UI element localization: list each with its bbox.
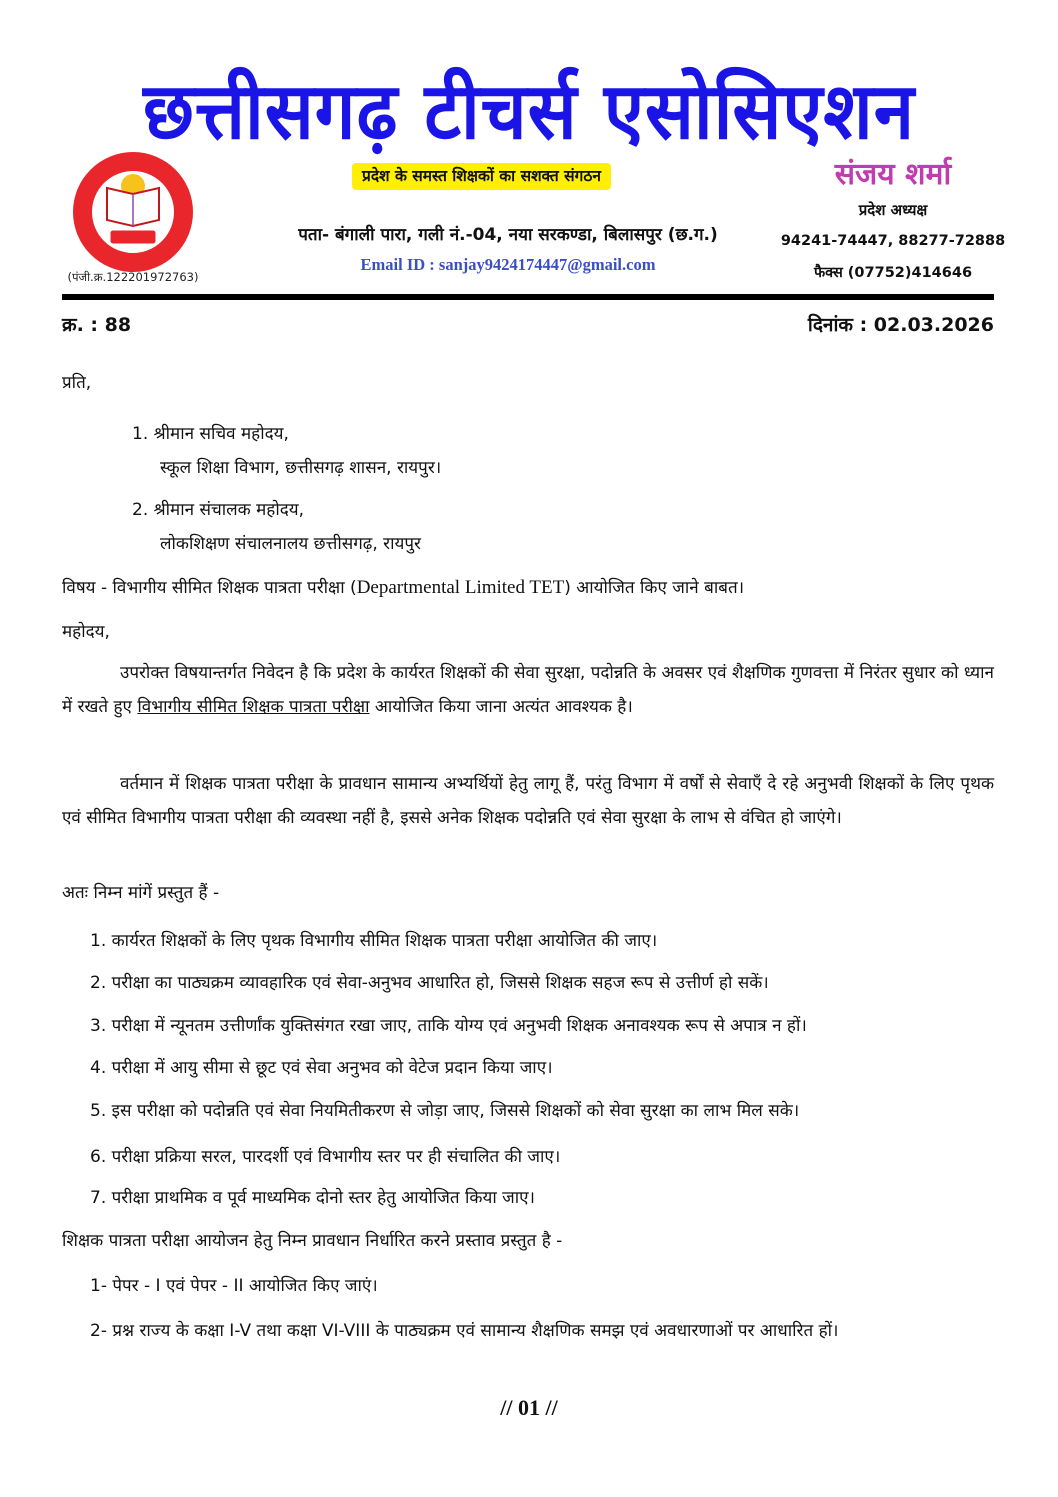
paragraph-1-text-b: आयोजित किया जाना अत्यंत आवश्यक है। xyxy=(369,697,633,717)
subject-suffix: ) आयोजित किए जाने बाबत। xyxy=(564,578,745,598)
subject-english: Departmental Limited TET xyxy=(356,577,565,598)
subject-prefix: विषय - विभागीय सीमित शिक्षक पात्रता परीक्षा ( xyxy=(62,578,357,598)
demands-intro: अतः निम्न मांगें प्रस्तुत हैं - xyxy=(62,883,220,903)
provision-item-1: 1- पेपर - I एवं पेपर - II आयोजित किए जाएं। xyxy=(90,1276,378,1296)
organization-logo xyxy=(62,150,204,276)
recipient-2-title: 2. श्रीमान संचालक महोदय, xyxy=(132,500,305,520)
recipient-1-office: स्कूल शिक्षा विभाग, छत्तीसगढ़ शासन, रायपुर। xyxy=(160,458,442,478)
reference-number: क्र. : 88 xyxy=(62,314,132,336)
address: पता- बंगाली पारा, गली नं.-04, नया सरकण्डा, बिलासपुर (छ.ग.) xyxy=(298,225,718,245)
salutation-to: प्रति, xyxy=(62,373,92,393)
demand-item: 2. परीक्षा का पाठ्यक्रम व्यावहारिक एवं सेवा-अनुभव आधारित हो, जिससे शिक्षक सहज रूप से उत्तीर्ण हो सकें। xyxy=(90,973,769,993)
president-title: प्रदेश अध्यक्ष xyxy=(858,201,928,219)
provision-item-2: 2- प्रश्न राज्य के कक्षा I-V तथा कक्षा VI-VIII के पाठ्यक्रम एवं सामान्य शैक्षणिक समझ एवं अवधारणाओं पर आधारित हों। xyxy=(90,1321,839,1341)
page-number: // 01 // xyxy=(500,1395,558,1420)
paragraph-1-text-a: उपरोक्त विषयान्तर्गत निवेदन है कि प्रदेश के कार्यरत शिक्षकों की सेवा सुरक्षा, पदोन्नति के अवसर एवं शैक्षणिक गुणवत्ता में निरंतर सुधार को ध्यान में रखते हुए xyxy=(62,663,994,717)
email-address[interactable]: Email ID : sanjay9424174447@gmail.com xyxy=(360,255,656,274)
organization-title: छत्तीसगढ़ टीचर्स एसोसिएशन xyxy=(143,67,915,157)
demand-item: 1. कार्यरत शिक्षकों के लिए पृथक विभागीय सीमित शिक्षक पात्रता परीक्षा आयोजित की जाए। xyxy=(90,931,658,951)
demand-item: 5. इस परीक्षा को पदोन्नति एवं सेवा नियमितीकरण से जोड़ा जाए, जिससे शिक्षकों को सेवा सुरक्षा का लाभ मिल सके। xyxy=(90,1101,800,1121)
paragraph-1-underlined: विभागीय सीमित शिक्षक पात्रता परीक्षा xyxy=(137,697,370,717)
recipient-1-title: 1. श्रीमान सचिव महोदय, xyxy=(132,424,289,444)
header-divider xyxy=(62,294,994,300)
provisions-intro: शिक्षक पात्रता परीक्षा आयोजन हेतु निम्न प्रावधान निर्धारित करने प्रस्ताव प्रस्तुत है - xyxy=(62,1231,563,1251)
demand-item: 3. परीक्षा में न्यूनतम उत्तीर्णांक युक्तिसंगत रखा जाए, ताकि योग्य एवं अनुभवी शिक्षक अनावश्यक रूप से अपात्र न हों। xyxy=(90,1016,807,1036)
subject-line xyxy=(62,575,744,599)
paragraph-1 xyxy=(62,656,994,724)
demand-item: 7. परीक्षा प्राथमिक व पूर्व माध्यमिक दोनो स्तर हेतु आयोजित किया जाए। xyxy=(90,1188,536,1208)
tagline-badge: प्रदेश के समस्त शिक्षकों का सशक्त संगठन xyxy=(352,163,611,190)
paragraph-2-text: वर्तमान में शिक्षक पात्रता परीक्षा के प्रावधान सामान्य अभ्यर्थियों हेतु लागू हैं, परंतु विभाग में वर्षों से सेवाएँ दे रहे अनुभवी शिक्षकों के लिए पृथक एवं सीमित विभागीय पात्रता परीक्षा की व्यवस्था नहीं है, इससे अनेक शिक्षक पदोन्नति एवं सेवा सुरक्षा के लाभ से वंचित हो जाएंगे। xyxy=(62,774,994,828)
recipient-2-office: लोकशिक्षण संचालनालय छत्तीसगढ़, रायपुर xyxy=(160,534,422,554)
letter-date: दिनांक : 02.03.2026 xyxy=(807,314,994,336)
logo-banner xyxy=(110,230,156,244)
demand-item: 6. परीक्षा प्रक्रिया सरल, पारदर्शी एवं विभागीय स्तर पर ही संचालित की जाए। xyxy=(90,1147,561,1167)
fax-number: फैक्स (07752)414646 xyxy=(813,265,973,281)
president-name: संजय शर्मा xyxy=(834,157,952,192)
demand-item: 4. परीक्षा में आयु सीमा से छूट एवं सेवा अनुभव को वेटेज प्रदान किया जाए। xyxy=(90,1058,553,1078)
greeting: महोदय, xyxy=(62,622,110,642)
phone-numbers: 94241-74447, 88277-72888 xyxy=(780,233,1006,249)
paragraph-2 xyxy=(62,767,994,835)
registration-number: (पंजी.क्र.122201972763) xyxy=(67,270,199,284)
